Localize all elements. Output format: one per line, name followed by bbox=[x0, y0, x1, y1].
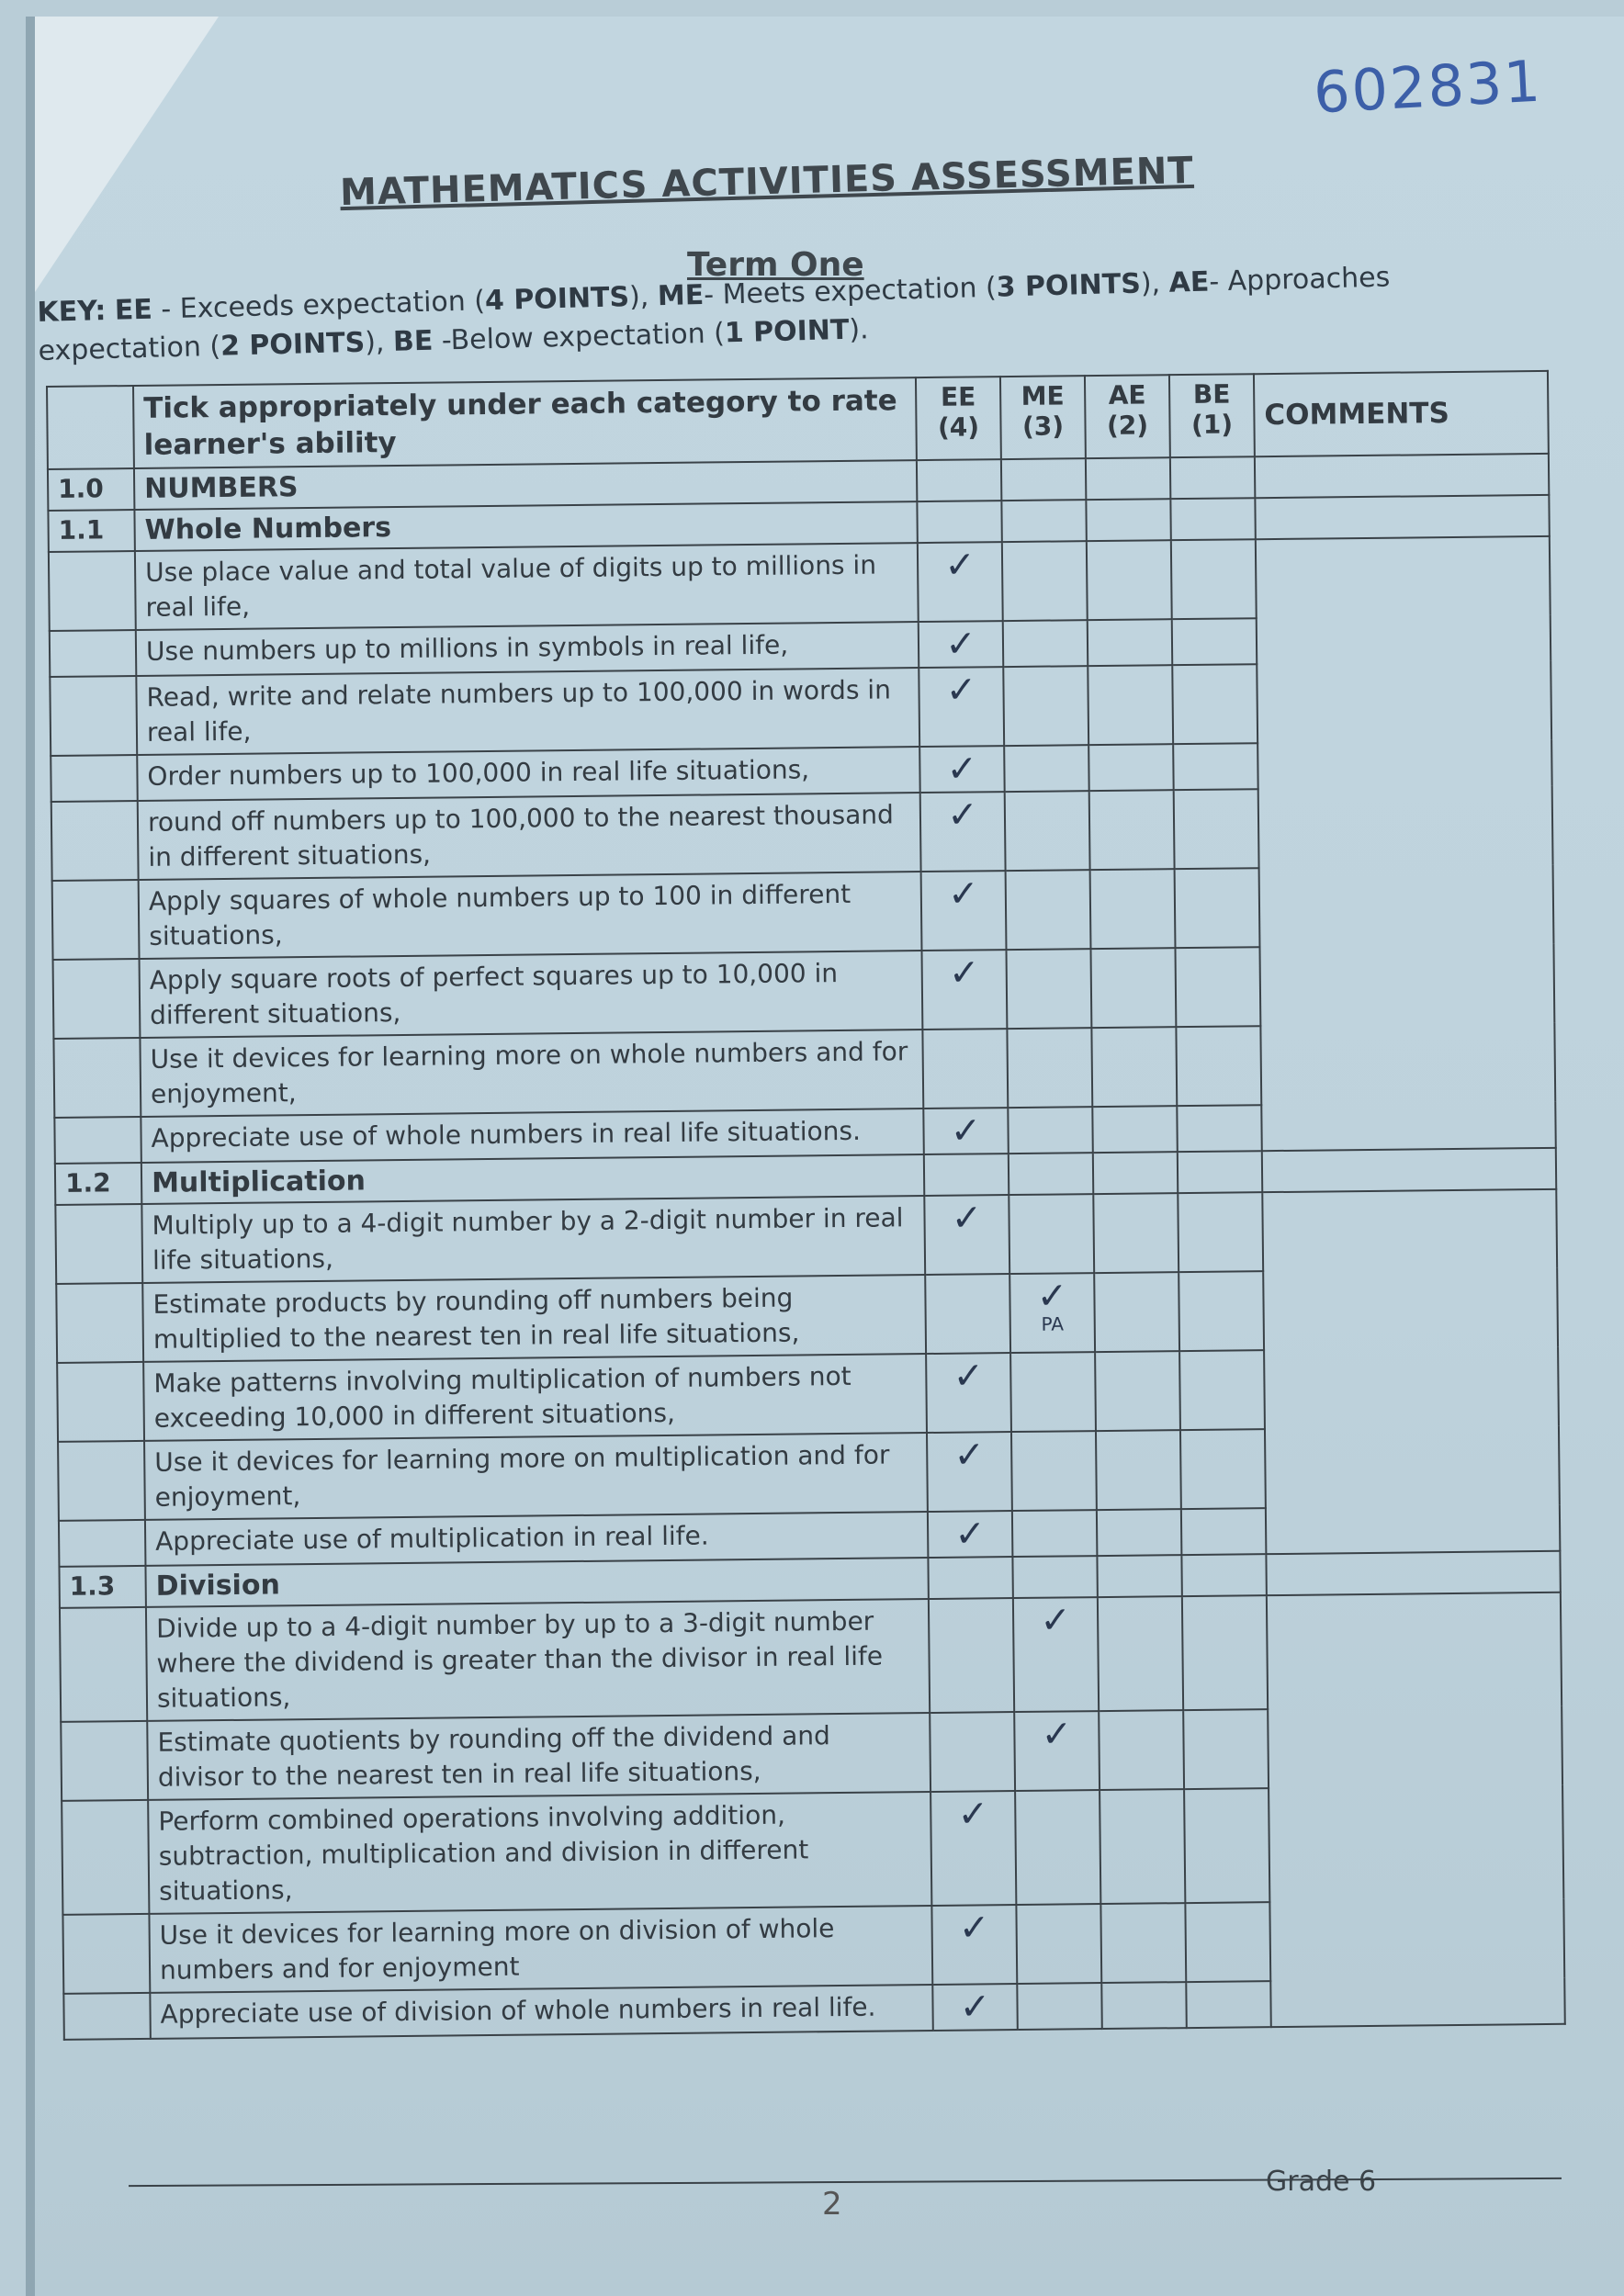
rating-cell-ae[interactable] bbox=[1101, 1982, 1187, 2029]
rating-cell-me[interactable] bbox=[1012, 1556, 1097, 1598]
learning-outcome-text: Appreciate use of division of whole numbers in real life. bbox=[150, 1985, 932, 2039]
check-mark-icon: ✓ bbox=[953, 1434, 986, 1477]
check-mark-icon: ✓ bbox=[946, 793, 978, 837]
key-ae-points: 2 POINTS bbox=[220, 326, 366, 363]
check-mark-icon: ✓ bbox=[959, 1986, 991, 2029]
rating-cell-ee[interactable] bbox=[919, 621, 1004, 668]
header-me-points: (3) bbox=[1021, 411, 1065, 442]
rating-cell-ee[interactable] bbox=[917, 459, 1001, 501]
rating-cell-ee[interactable] bbox=[931, 1905, 1017, 1985]
rating-cell-me[interactable] bbox=[1008, 1107, 1093, 1154]
page-subtitle: Term One bbox=[687, 246, 864, 284]
header-be-points: (1) bbox=[1190, 409, 1234, 440]
key-label: KEY: bbox=[37, 295, 107, 329]
rating-cell-be[interactable] bbox=[1186, 1981, 1271, 2028]
rating-cell-be[interactable] bbox=[1173, 743, 1258, 790]
rating-cell-ae[interactable] bbox=[1093, 1193, 1179, 1273]
learning-outcome-text: Appreciate use of whole numbers in real life situations. bbox=[141, 1109, 923, 1163]
table-row bbox=[49, 536, 1551, 631]
table-row bbox=[60, 1593, 1562, 1722]
check-mark-icon: ✓ bbox=[944, 623, 976, 666]
learning-outcome-text: Estimate quotients by rounding off the dividend and divisor to the nearest ten in real life situations, bbox=[147, 1713, 930, 1800]
rating-cell-ee[interactable] bbox=[930, 1712, 1015, 1792]
page-title: MATHEMATICS ACTIVITIES ASSESSMENT bbox=[339, 149, 1195, 215]
row-number-cell bbox=[52, 880, 140, 960]
rating-cell-me[interactable] bbox=[1009, 1194, 1094, 1274]
header-be bbox=[1169, 374, 1255, 457]
section-number: 1.1 bbox=[48, 510, 134, 552]
rating-cell-ee[interactable] bbox=[928, 1511, 1013, 1558]
key-be-points: 1 POINT bbox=[724, 313, 850, 350]
rating-cell-me[interactable] bbox=[1001, 458, 1086, 501]
check-mark-icon: ✓ bbox=[957, 1793, 989, 1836]
rating-cell-be[interactable] bbox=[1180, 1429, 1266, 1509]
header-ee bbox=[916, 377, 1001, 460]
rating-cell-be[interactable] bbox=[1181, 1508, 1267, 1555]
row-number-cell bbox=[57, 1362, 144, 1442]
rating-cell-me[interactable] bbox=[1009, 1153, 1093, 1195]
assessment-table bbox=[46, 370, 1566, 2041]
rating-cell-be[interactable] bbox=[1172, 618, 1257, 665]
rating-cell-ee[interactable] bbox=[930, 1791, 1016, 1906]
rating-cell-ee[interactable] bbox=[929, 1598, 1014, 1713]
header-me-label: ME bbox=[1021, 380, 1065, 411]
rating-cell-be[interactable] bbox=[1176, 1026, 1261, 1106]
rating-cell-ee[interactable] bbox=[919, 746, 1005, 793]
check-mark-icon: ✓ bbox=[1036, 1275, 1068, 1318]
page-number: 2 bbox=[822, 2186, 842, 2223]
row-number-cell bbox=[53, 959, 141, 1039]
row-number-cell bbox=[62, 1914, 150, 1994]
rating-cell-ae[interactable] bbox=[1086, 457, 1170, 500]
check-mark-icon: ✓ bbox=[946, 748, 978, 791]
rating-key: KEY: EE - Exceeds expectation (4 POINTS), ME- Meets expectation (3 POINTS), AE- Approaches expectation (2 POINTS), BE -Below expectation (1 POINT). bbox=[37, 261, 1391, 367]
row-number-cell bbox=[54, 1117, 141, 1164]
comments-cell[interactable] bbox=[1255, 454, 1549, 498]
check-mark-icon: ✓ bbox=[1040, 1599, 1072, 1642]
section-number: 1.3 bbox=[59, 1566, 145, 1608]
header-me bbox=[1000, 376, 1086, 459]
key-ae-text: - Approaches expectation ( bbox=[38, 261, 1391, 367]
section-number: 1.2 bbox=[55, 1163, 141, 1205]
learning-outcome-text: Apply square roots of perfect squares up to 10,000 in different situations, bbox=[140, 951, 923, 1038]
grade-label: Grade 6 bbox=[1266, 2166, 1377, 2198]
row-number-cell bbox=[55, 1204, 142, 1284]
rating-cell-be[interactable] bbox=[1185, 1902, 1270, 1982]
rating-cell-be[interactable] bbox=[1178, 1192, 1263, 1272]
rating-cell-be[interactable] bbox=[1184, 1788, 1269, 1903]
assessment-table-wrapper bbox=[46, 370, 1551, 2041]
rating-cell-ee[interactable] bbox=[921, 871, 1007, 951]
learning-outcome-text: Make patterns involving multiplication of numbers not exceeding 10,000 in different situations, bbox=[143, 1354, 927, 1441]
learning-outcome-text: Use place value and total value of digits up to millions in real life, bbox=[135, 543, 919, 630]
header-ae-points: (2) bbox=[1106, 410, 1149, 441]
rating-cell-me[interactable] bbox=[1004, 745, 1089, 792]
row-number-cell bbox=[60, 1607, 147, 1722]
check-mark-icon: ✓ bbox=[945, 669, 977, 712]
rating-cell-me[interactable] bbox=[1013, 1597, 1099, 1712]
row-number-cell bbox=[51, 755, 138, 802]
check-mark-icon: ✓ bbox=[944, 544, 976, 587]
header-be-label: BE bbox=[1192, 378, 1231, 410]
rating-cell-be[interactable] bbox=[1177, 1105, 1262, 1152]
rating-cell-me[interactable] bbox=[1007, 1028, 1092, 1108]
key-be: BE bbox=[392, 324, 434, 358]
rating-cell-ae[interactable] bbox=[1090, 869, 1176, 949]
check-mark-icon: ✓ bbox=[958, 1907, 990, 1950]
key-be-text: -Below expectation ( bbox=[432, 317, 726, 357]
key-ee-text: - Exceeds expectation ( bbox=[152, 285, 486, 326]
handwritten-note: PA bbox=[1041, 1312, 1065, 1335]
row-number-cell bbox=[59, 1520, 146, 1567]
row-number-cell bbox=[53, 1038, 141, 1118]
rating-cell-ee[interactable] bbox=[918, 542, 1003, 622]
assessment-table-body bbox=[48, 454, 1565, 2040]
rating-cell-me[interactable] bbox=[1011, 1431, 1097, 1511]
row-number-cell bbox=[58, 1441, 145, 1521]
rating-cell-be[interactable] bbox=[1175, 868, 1260, 948]
comments-cell[interactable] bbox=[1255, 495, 1549, 539]
rating-cell-me[interactable] bbox=[1009, 1273, 1095, 1353]
learning-outcome-text: Multiply up to a 4-digit number by a 2-digit number in real life situations, bbox=[141, 1196, 925, 1283]
rating-cell-ee[interactable] bbox=[924, 1154, 1009, 1196]
row-number-cell bbox=[61, 1721, 148, 1801]
rating-cell-me[interactable] bbox=[1014, 1711, 1100, 1791]
rating-cell-be[interactable] bbox=[1178, 1151, 1262, 1193]
rating-cell-me[interactable] bbox=[1012, 1510, 1098, 1557]
section-title: NUMBERS bbox=[134, 460, 917, 510]
rating-cell-be[interactable] bbox=[1170, 498, 1255, 540]
key-ee-points: 4 POINTS bbox=[484, 281, 630, 318]
rating-cell-ae[interactable] bbox=[1093, 1152, 1178, 1194]
row-number-cell bbox=[49, 551, 136, 631]
rating-cell-me[interactable] bbox=[1010, 1352, 1096, 1432]
header-num-cell bbox=[47, 386, 134, 469]
rating-cell-ee[interactable] bbox=[923, 1108, 1009, 1154]
row-number-cell bbox=[50, 630, 137, 677]
row-number-cell bbox=[50, 676, 137, 756]
rating-cell-ee[interactable] bbox=[925, 1274, 1010, 1354]
rating-cell-ae[interactable] bbox=[1087, 540, 1172, 620]
rating-cell-ae[interactable] bbox=[1086, 499, 1170, 541]
rating-cell-be[interactable] bbox=[1182, 1595, 1268, 1710]
rating-cell-me[interactable] bbox=[1015, 1790, 1100, 1905]
section-title: Whole Numbers bbox=[134, 501, 917, 551]
comments-cell[interactable] bbox=[1256, 536, 1556, 1151]
section-number: 1.0 bbox=[48, 468, 134, 511]
rating-cell-ae[interactable] bbox=[1091, 1027, 1177, 1107]
key-ee: EE bbox=[114, 293, 153, 327]
section-title: Multiplication bbox=[141, 1154, 924, 1204]
rating-cell-ae[interactable] bbox=[1099, 1710, 1184, 1790]
check-mark-icon: ✓ bbox=[947, 872, 979, 916]
learning-outcome-text: round off numbers up to 100,000 to the nearest thousand in different situations, bbox=[138, 793, 921, 880]
rating-cell-ae[interactable] bbox=[1096, 1430, 1181, 1510]
check-mark-icon: ✓ bbox=[954, 1513, 987, 1556]
check-mark-icon: ✓ bbox=[951, 1197, 983, 1240]
rating-cell-ae[interactable] bbox=[1098, 1596, 1183, 1711]
rating-cell-ae[interactable] bbox=[1100, 1903, 1186, 1983]
rating-cell-me[interactable] bbox=[1006, 870, 1091, 950]
rating-cell-ae[interactable] bbox=[1097, 1555, 1181, 1597]
learning-outcome-text: Use numbers up to millions in symbols in real life, bbox=[136, 622, 919, 676]
rating-cell-ee[interactable] bbox=[920, 792, 1006, 872]
row-number-cell bbox=[62, 1800, 149, 1915]
learning-outcome-text: Use it devices for learning more on division of whole numbers and for enjoyment bbox=[149, 1906, 932, 1993]
rating-cell-ae[interactable] bbox=[1088, 665, 1173, 745]
table-row bbox=[55, 1189, 1557, 1284]
learning-outcome-text: Perform combined operations involving addition, subtraction, multiplication and division in different situations, bbox=[148, 1792, 931, 1914]
rating-cell-ae[interactable] bbox=[1088, 619, 1173, 666]
header-ae-label: AE bbox=[1108, 379, 1146, 411]
rating-cell-me[interactable] bbox=[1017, 1983, 1102, 2030]
rating-cell-ae[interactable] bbox=[1088, 744, 1174, 791]
comments-cell[interactable] bbox=[1267, 1593, 1565, 2027]
rating-cell-ae[interactable] bbox=[1092, 1106, 1178, 1153]
rating-cell-ee[interactable] bbox=[922, 1029, 1008, 1109]
row-number-cell bbox=[63, 1993, 151, 2040]
learning-outcome-text: Use it devices for learning more on whole numbers and for enjoyment, bbox=[140, 1030, 923, 1117]
rating-cell-me[interactable] bbox=[1005, 791, 1090, 871]
rating-cell-be[interactable] bbox=[1179, 1350, 1265, 1430]
rating-cell-be[interactable] bbox=[1172, 664, 1257, 744]
rating-cell-ee[interactable] bbox=[917, 501, 1001, 543]
rating-cell-ee[interactable] bbox=[921, 950, 1007, 1030]
check-mark-icon: ✓ bbox=[1041, 1713, 1073, 1756]
rating-cell-ee[interactable] bbox=[927, 1432, 1012, 1512]
header-comments: COMMENTS bbox=[1254, 371, 1549, 456]
rating-cell-ae[interactable] bbox=[1090, 948, 1176, 1028]
header-instruction: Tick appropriately under each category to rate learner's ability bbox=[133, 377, 917, 468]
comments-cell[interactable] bbox=[1262, 1189, 1560, 1554]
rating-cell-ae[interactable] bbox=[1095, 1351, 1180, 1431]
header-ae bbox=[1085, 375, 1170, 458]
learning-outcome-text: Order numbers up to 100,000 in real life situations, bbox=[137, 747, 919, 801]
rating-cell-ae[interactable] bbox=[1089, 790, 1175, 870]
check-mark-icon: ✓ bbox=[950, 1109, 982, 1153]
handwritten-serial-number: 602831 bbox=[1312, 47, 1544, 127]
rating-cell-be[interactable] bbox=[1170, 456, 1255, 499]
rating-cell-be[interactable] bbox=[1175, 947, 1260, 1027]
rating-cell-ee[interactable] bbox=[919, 667, 1004, 747]
row-number-cell bbox=[56, 1283, 143, 1363]
rating-cell-be[interactable] bbox=[1181, 1554, 1266, 1596]
rating-cell-ee[interactable] bbox=[932, 1984, 1018, 2031]
rating-cell-me[interactable] bbox=[1003, 620, 1088, 667]
rating-cell-ae[interactable] bbox=[1100, 1789, 1185, 1904]
check-mark-icon: ✓ bbox=[948, 951, 980, 995]
learning-outcome-text: Read, write and relate numbers up to 100,000 in words in real life, bbox=[136, 668, 919, 755]
rating-cell-me[interactable] bbox=[1002, 541, 1088, 621]
key-ae: AE bbox=[1168, 265, 1210, 299]
comments-cell[interactable] bbox=[1266, 1551, 1560, 1595]
rating-cell-be[interactable] bbox=[1183, 1709, 1269, 1789]
key-me: ME bbox=[657, 278, 705, 313]
table-header-row bbox=[47, 371, 1549, 469]
rating-cell-ee[interactable] bbox=[924, 1195, 1009, 1275]
check-mark-icon: ✓ bbox=[953, 1355, 985, 1398]
folded-corner bbox=[35, 17, 219, 292]
rating-cell-be[interactable] bbox=[1179, 1271, 1264, 1351]
header-ee-points: (4) bbox=[937, 411, 980, 443]
comments-cell[interactable] bbox=[1262, 1148, 1556, 1192]
learning-outcome-text: Estimate products by rounding off numbers being multiplied to the nearest ten in real life situations, bbox=[142, 1275, 926, 1362]
header-ee-label: EE bbox=[940, 381, 976, 412]
rating-cell-be[interactable] bbox=[1174, 789, 1259, 869]
section-title: Division bbox=[145, 1558, 928, 1607]
row-number-cell bbox=[51, 801, 139, 881]
rating-cell-me[interactable] bbox=[1006, 949, 1091, 1029]
rating-cell-ee[interactable] bbox=[926, 1353, 1011, 1433]
rating-cell-me[interactable] bbox=[1016, 1904, 1101, 1984]
learning-outcome-text: Appreciate use of multiplication in real life. bbox=[145, 1512, 928, 1566]
learning-outcome-text: Apply squares of whole numbers up to 100 in different situations, bbox=[139, 872, 922, 959]
rating-cell-ae[interactable] bbox=[1094, 1272, 1179, 1352]
learning-outcome-text: Divide up to a 4-digit number by up to a 3-digit number where the dividend is greater than the divisor in real life situations, bbox=[146, 1599, 930, 1721]
learning-outcome-text: Use it devices for learning more on multiplication and for enjoyment, bbox=[144, 1433, 928, 1520]
rating-cell-ae[interactable] bbox=[1097, 1509, 1182, 1556]
key-me-points: 3 POINTS bbox=[996, 267, 1142, 304]
key-me-text: - Meets expectation ( bbox=[703, 271, 998, 311]
rating-cell-ee[interactable] bbox=[928, 1557, 1012, 1599]
rating-cell-me[interactable] bbox=[1001, 500, 1086, 542]
rating-cell-me[interactable] bbox=[1003, 666, 1088, 746]
rating-cell-be[interactable] bbox=[1171, 539, 1257, 619]
